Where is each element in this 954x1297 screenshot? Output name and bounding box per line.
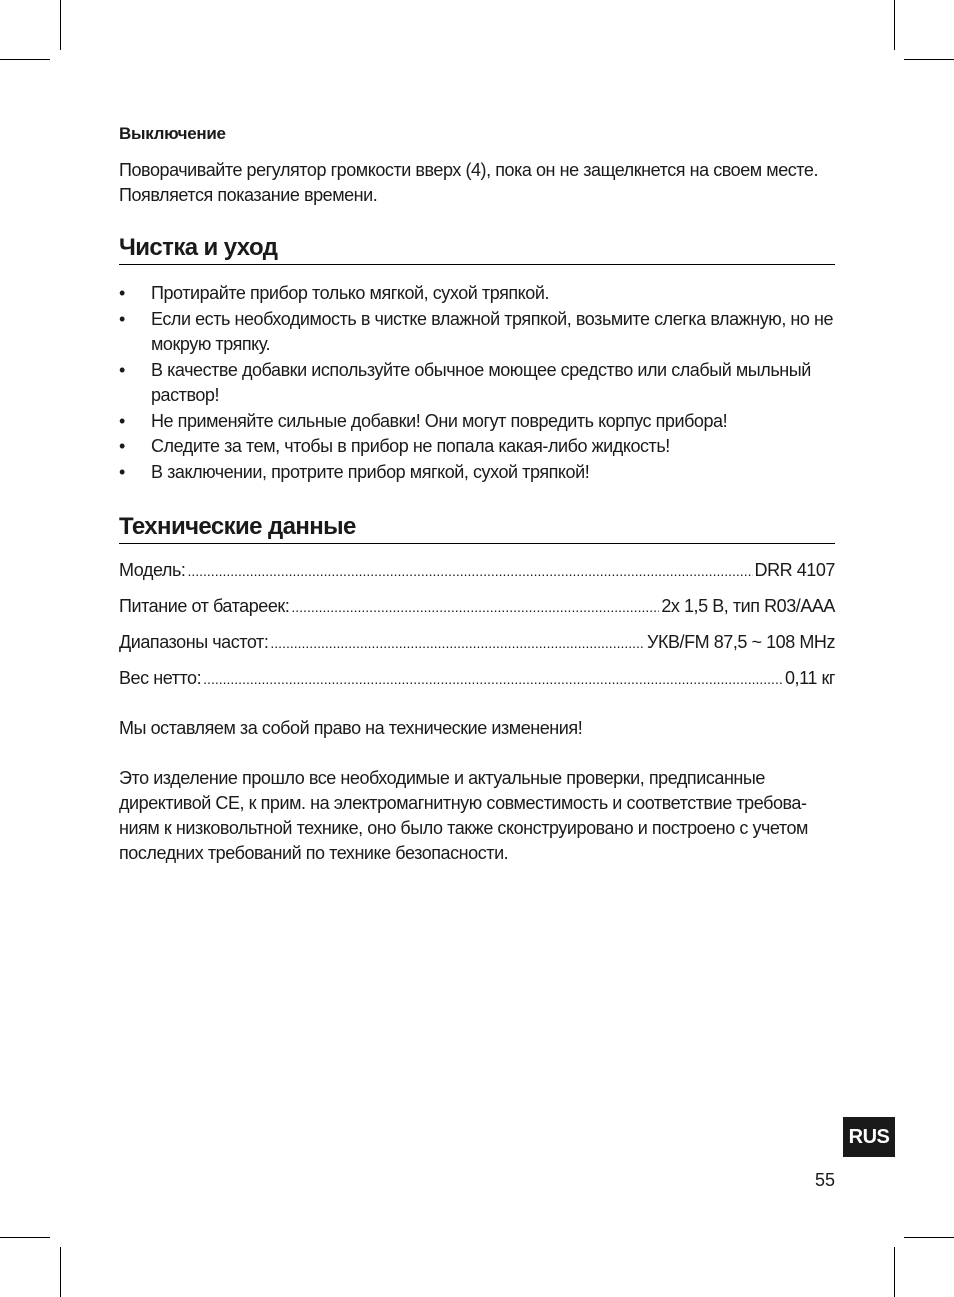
list-item	[119, 281, 835, 307]
shutdown-text: Поворачивайте регулятор громкости вверх (4), пока он не защелкнется на своем месте. Появляется показание времени.	[119, 160, 819, 205]
list-item-text: В качестве добавки используйте обычное моющее средство или слабый мыльный раствор!	[151, 359, 811, 405]
spec-label: Вес нетто:	[119, 668, 202, 688]
dot-leader	[203, 666, 783, 692]
bullet-icon: •	[119, 436, 125, 456]
spec-row-frequency	[119, 630, 835, 666]
crop-mark	[0, 59, 50, 60]
spec-value: 2x 1,5 В, тип R03/AAA	[661, 596, 835, 616]
dot-leader	[187, 558, 752, 584]
list-item-text: Если есть необходимость в чистке влажной тряпкой, возьмите слегка влажную, но не мокрую тряпку.	[151, 308, 834, 354]
crop-mark	[894, 1247, 895, 1297]
care-list	[119, 281, 835, 485]
page-content	[119, 124, 835, 866]
language-badge: RUS	[843, 1117, 895, 1157]
ce-note: Это изделение прошло все необходимые и актуальные проверки, предписанные директивой CE, к прим. на электромагнитную совместимость и соответствие требова-ниям к низковольтной технике, оно было также сконструировано и построено с учетом последних требований по технике безопасности.	[119, 768, 808, 863]
shutdown-heading: Выключение	[119, 124, 226, 143]
crop-mark	[894, 0, 895, 50]
bullet-icon: •	[119, 461, 125, 482]
bullet-icon: •	[119, 359, 125, 380]
list-item-text: В заключении, протрите прибор мягкой, сухой тряпкой!	[151, 461, 590, 482]
bullet-icon: •	[119, 308, 125, 329]
crop-mark	[60, 0, 61, 50]
list-item	[119, 307, 835, 358]
care-title: Чистка и уход	[119, 234, 835, 265]
bullet-icon: •	[119, 283, 125, 303]
crop-mark	[904, 1237, 954, 1238]
list-item-text: Не применяйте сильные добавки! Они могут повредить корпус прибора!	[151, 410, 728, 431]
spec-value: 0,11 кг	[785, 668, 835, 688]
list-item	[119, 409, 835, 435]
list-item	[119, 434, 835, 460]
spec-value: УКВ/FM 87,5 ~ 108 MHz	[646, 632, 835, 652]
list-item-text: Протирайте прибор только мягкой, сухой тряпкой.	[151, 283, 550, 303]
spec-label: Диапазоны частот:	[119, 632, 269, 652]
spec-row-power	[119, 594, 835, 630]
rights-note: Мы оставляем за собой право на технические изменения!	[119, 718, 583, 738]
list-item-text: Следите за тем, чтобы в прибор не попала какая-либо жидкость!	[151, 436, 670, 456]
crop-mark	[904, 59, 954, 60]
dot-leader	[291, 594, 659, 620]
list-item	[119, 460, 835, 486]
crop-mark	[0, 1237, 50, 1238]
spec-row-model	[119, 558, 835, 594]
list-item	[119, 358, 835, 409]
spec-label: Модель:	[119, 560, 186, 580]
specs-title: Технические данные	[119, 513, 835, 544]
crop-mark	[60, 1247, 61, 1297]
page-number: 55	[814, 1170, 835, 1190]
dot-leader	[270, 630, 645, 656]
bullet-icon: •	[119, 410, 125, 431]
spec-row-weight	[119, 666, 835, 702]
spec-value: DRR 4107	[754, 560, 835, 580]
spec-label: Питание от батареек:	[119, 596, 290, 616]
specs-table	[119, 558, 835, 702]
